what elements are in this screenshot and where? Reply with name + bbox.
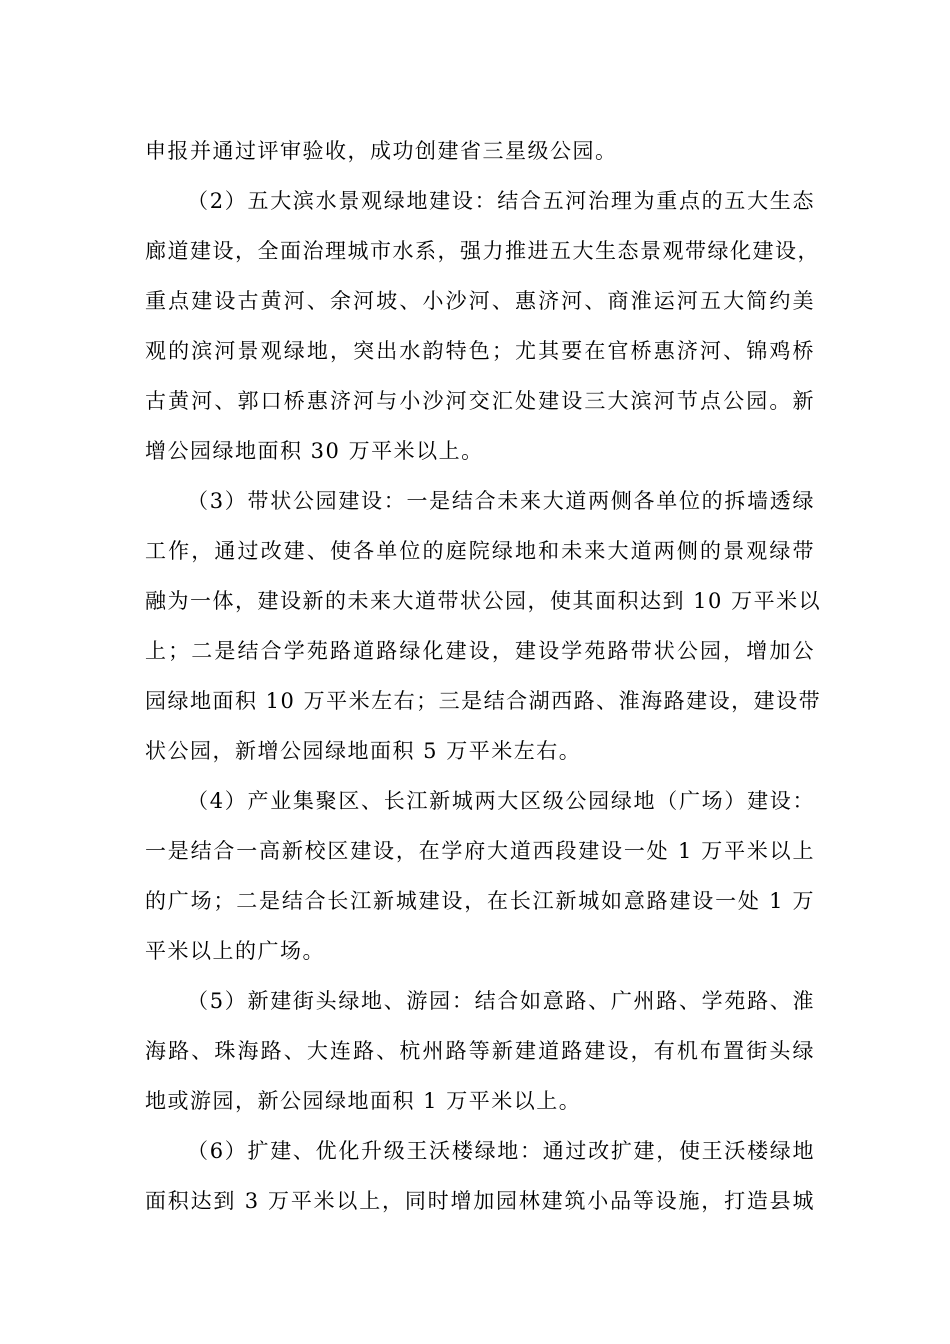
text-line: 的广场；二是结合长江新城建设，在长江新城如意路建设一处 1 万 <box>145 889 815 913</box>
text-line: （4）产业集聚区、长江新城两大区级公园绿地（广场）建设： <box>187 789 815 813</box>
text-line: 状公园，新增公园绿地面积 5 万平米左右。 <box>145 739 582 763</box>
body-text <box>145 126 822 1226</box>
text-line: 园绿地面积 10 万平米左右；三是结合湖西路、淮海路建设，建设带 <box>145 689 822 713</box>
text-line: 工作，通过改建、使各单位的庭院绿地和未来大道两侧的景观绿带 <box>145 539 815 563</box>
text-line: （5）新建街头绿地、游园：结合如意路、广州路、学苑路、淮 <box>187 989 815 1013</box>
text-line: 海路、珠海路、大连路、杭州路等新建道路建设，有机布置街头绿 <box>145 1039 815 1063</box>
text-line: 廊道建设，全面治理城市水系，强力推进五大生态景观带绿化建设， <box>145 239 820 263</box>
text-line: 融为一体，建设新的未来大道带状公园，使其面积达到 10 万平米以 <box>145 589 822 613</box>
text-line: （2）五大滨水景观绿地建设：结合五河治理为重点的五大生态 <box>187 189 815 213</box>
text-line: 地或游园，新公园绿地面积 1 万平米以上。 <box>145 1089 582 1113</box>
text-line: 增公园绿地面积 30 万平米以上。 <box>145 439 484 463</box>
text-line: 观的滨河景观绿地，突出水韵特色；尤其要在官桥惠济河、锦鸡桥 <box>145 339 815 363</box>
text-line: 重点建设古黄河、余河坡、小沙河、惠济河、商淮运河五大简约美 <box>145 289 815 313</box>
text-line: 一是结合一高新校区建设，在学府大道西段建设一处 1 万平米以上 <box>145 839 815 863</box>
text-line: 平米以上的广场。 <box>145 939 325 963</box>
text-line: （6）扩建、优化升级王沃楼绿地：通过改扩建，使王沃楼绿地 <box>187 1139 815 1163</box>
text-line: 面积达到 3 万平米以上，同时增加园林建筑小品等设施，打造县城 <box>145 1189 815 1213</box>
text-line: 申报并通过评审验收，成功创建省三星级公园。 <box>145 139 618 163</box>
text-line: （3）带状公园建设：一是结合未来大道两侧各单位的拆墙透绿 <box>187 489 815 513</box>
text-line: 古黄河、郭口桥惠济河与小沙河交汇处建设三大滨河节点公园。新 <box>145 389 815 413</box>
text-line: 上；二是结合学苑路道路绿化建设，建设学苑路带状公园，增加公 <box>145 639 815 663</box>
